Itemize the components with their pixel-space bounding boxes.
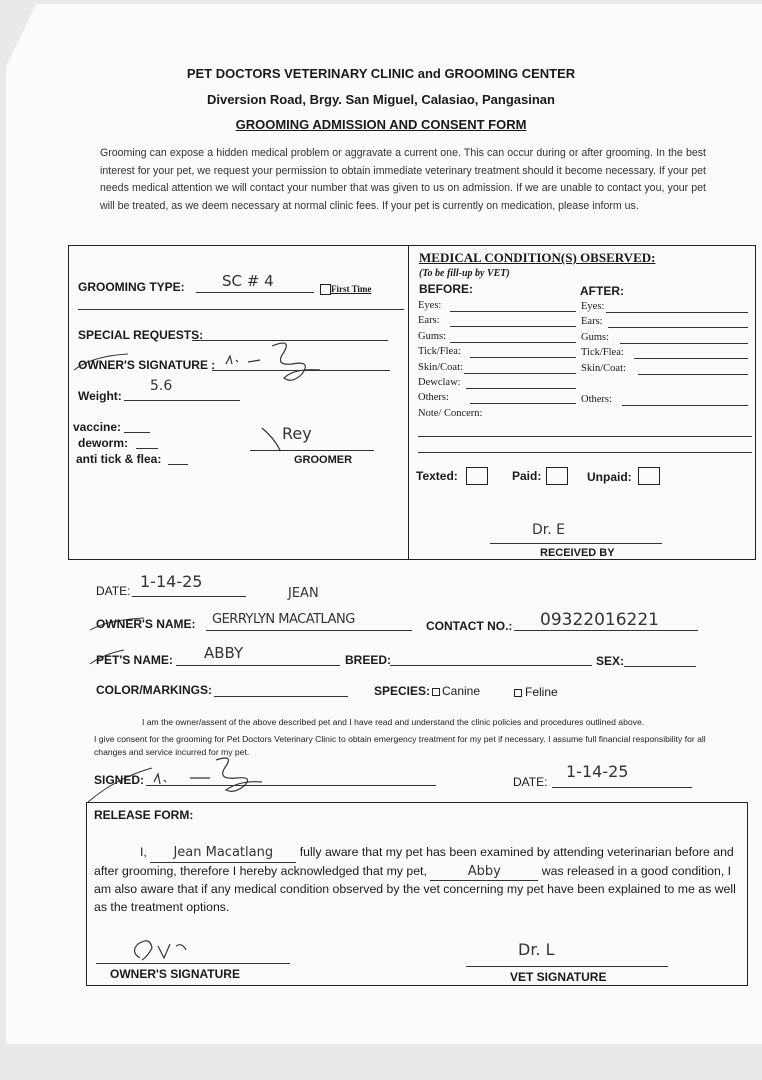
canine-checkbox[interactable]: [432, 688, 440, 696]
signed-scribble: [150, 756, 280, 796]
color-line: [214, 696, 348, 697]
after-item-line: [622, 405, 748, 406]
owners-signature-label: OWNER'S SIGNATURE :: [78, 358, 216, 372]
after-item-label: Others:: [581, 394, 612, 405]
note-line-1: [418, 436, 752, 437]
release-pet-fill: Abby: [430, 863, 538, 882]
feline-checkbox[interactable]: [514, 689, 522, 697]
before-label: BEFORE:: [419, 282, 473, 296]
release-title: RELEASE FORM:: [94, 808, 194, 822]
before-item-label: Skin/Coat:: [418, 362, 463, 373]
intro-paragraph: Grooming can expose a hidden medical problem or aggravate a current one. This can occur during or after grooming. In the best interest for your pet, we request your permission to obtain immediate veterinary treatment should it become necessary. If your pet needs medical attention we will contact your number that was given to us on admission. If we are unable to contact you, your pet will be treated, as we deem necessary at normal clinic fees. If your pet is currently on medication, please inform us.: [100, 147, 706, 212]
color-label: COLOR/MARKINGS:: [96, 683, 212, 697]
grooming-type-value: SC # 4: [222, 272, 274, 290]
sex-label: SEX:: [596, 654, 625, 668]
before-item-line: [466, 388, 576, 389]
anti-tick-line: [168, 464, 188, 465]
consent-text-2: I give consent for the grooming for Pet Doctors Veterinary Clinic to obtain emergency treatment for my pet if necessary. I assume full financial responsibility for all changes and service incurred for my pet.: [94, 734, 706, 757]
box-divider: [408, 245, 409, 560]
release-text-middle: fully aware that my pet has been examined by attending veterinarian before and after grooming, therefore I hereby acknowledged that my pet,: [94, 845, 734, 878]
before-item-label: Eyes:: [418, 300, 442, 311]
paid-checkbox[interactable]: [546, 467, 568, 485]
contact-value: 09322016221: [540, 610, 659, 630]
groomer-line: [250, 450, 374, 451]
before-item-line: [470, 403, 576, 404]
vet-signature-line: [466, 966, 668, 967]
special-requests-label: SPECIAL REQUESTS:: [78, 328, 204, 342]
consent-text-1: I am the owner/assent of the above described pet and I have read and understand the clinic policies and procedures outlined above.: [142, 717, 645, 727]
date-value: 1-14-25: [140, 572, 203, 591]
after-item-line: [638, 374, 748, 375]
before-item-line: [464, 373, 576, 374]
before-item-line: [470, 357, 576, 358]
grooming-type-line: [196, 292, 314, 293]
weight-line: [124, 400, 240, 401]
after-item-label: Tick/Flea:: [581, 347, 624, 358]
before-item-label: Gums:: [418, 331, 447, 342]
before-item-label: Tick/Flea:: [418, 346, 461, 357]
release-owner-signature: [128, 934, 198, 964]
contact-label: CONTACT NO.:: [426, 619, 513, 633]
date-line: [132, 596, 246, 597]
species-label: SPECIES:: [374, 684, 431, 698]
pet-name-label: PET'S NAME:: [96, 653, 173, 667]
owner-name-value: GERRYLYN MACATLANG: [212, 612, 355, 627]
release-text-end: was released in a good condition, I am also aware that if any medical condition observed by the vet concerning my pet have been explained to me as well as the treatment options.: [94, 863, 736, 914]
pet-name-line: [176, 665, 340, 666]
before-item-label: Dewclaw:: [418, 377, 461, 388]
after-item-line: [620, 343, 748, 344]
texted-label: Texted:: [416, 469, 458, 483]
grooming-type-label: GROOMING TYPE:: [78, 280, 185, 294]
sex-line: [624, 666, 696, 667]
weight-value: 5.6: [150, 378, 173, 394]
feline-label: Feline: [525, 685, 558, 699]
after-label: AFTER:: [580, 284, 624, 298]
owner-signature-scribble: [222, 338, 342, 388]
weight-label: Weight:: [78, 389, 122, 403]
date2-value: 1-14-25: [566, 762, 629, 781]
after-item-label: Eyes:: [581, 301, 605, 312]
after-item-label: Gums:: [581, 332, 610, 343]
note-label: Note/ Concern:: [418, 408, 483, 419]
release-owner-label: OWNER'S SIGNATURE: [110, 967, 240, 981]
deworm-label: deworm:: [78, 436, 129, 450]
date2-line: [552, 787, 692, 788]
form-title: GROOMING ADMISSION AND CONSENT FORM: [235, 117, 527, 132]
first-time-checkbox[interactable]: [320, 284, 331, 295]
before-item-label: Others:: [418, 392, 449, 403]
breed-label: BREED:: [345, 653, 392, 667]
clinic-address: Diversion Road, Brgy. San Miguel, Calasiao, Pangasinan: [207, 92, 555, 107]
texted-checkbox[interactable]: [466, 467, 488, 485]
vet-signature-value: Dr. L: [518, 940, 555, 959]
date-label: DATE:: [96, 584, 131, 598]
first-time-label: First Time: [331, 284, 372, 294]
owner-name-label: OWNER'S NAME:: [96, 617, 196, 631]
owner-strike-mark: [72, 352, 132, 372]
anti-tick-label: anti tick & flea:: [76, 452, 162, 466]
after-item-label: Skin/Coat:: [581, 363, 626, 374]
vaccine-line: [124, 432, 150, 433]
release-owner-line: [96, 963, 290, 964]
note-line-2: [418, 452, 752, 453]
date2-label: DATE:: [513, 775, 548, 789]
groomer-label: GROOMER: [294, 454, 353, 466]
breed-line: [390, 665, 592, 666]
medical-subtitle: (To be fill-up by VET): [419, 268, 510, 279]
vet-signature-label: VET SIGNATURE: [510, 970, 607, 984]
after-item-label: Ears:: [581, 316, 603, 327]
pet-name-value: ABBY: [204, 644, 244, 662]
release-owner-fill: Jean Macatlang: [150, 844, 296, 863]
after-item-line: [606, 312, 748, 313]
contact-line: [514, 630, 698, 631]
clinic-name: PET DOCTORS VETERINARY CLINIC and GROOMING CENTER: [186, 66, 576, 81]
after-item-line: [608, 327, 748, 328]
before-item-label: Ears:: [418, 315, 440, 326]
release-text-intro: I,: [140, 845, 147, 859]
received-by-line: [490, 543, 662, 544]
release-text-block: [94, 844, 744, 916]
owner-name-line: [206, 630, 412, 631]
signed-label: SIGNED:: [94, 773, 145, 787]
vaccine-label: vaccine:: [73, 420, 122, 434]
owner-name-insert: JEAN: [288, 586, 319, 601]
before-item-line: [450, 311, 576, 312]
medical-title: MEDICAL CONDITION(S) OBSERVED:: [419, 250, 656, 265]
unpaid-checkbox[interactable]: [638, 467, 660, 485]
deworm-line: [136, 448, 158, 449]
unpaid-label: Unpaid:: [587, 470, 632, 484]
canine-label: Canine: [442, 684, 481, 698]
before-item-line: [450, 342, 576, 343]
grooming-type-line-2: [78, 309, 404, 310]
groomer-name: Rey: [282, 424, 312, 443]
before-item-line: [450, 326, 576, 327]
paid-label: Paid:: [512, 469, 542, 483]
after-item-line: [634, 358, 748, 359]
received-by-value: Dr. E: [532, 522, 565, 538]
received-by-label: RECEIVED BY: [540, 547, 615, 559]
